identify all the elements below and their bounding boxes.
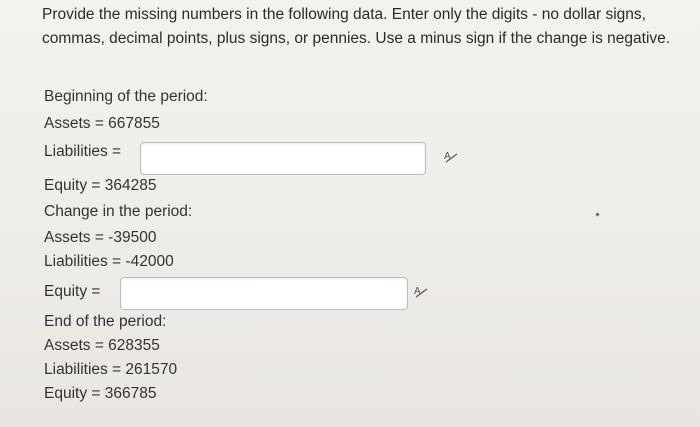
beginning-liabilities-input[interactable] <box>140 142 426 175</box>
end-assets: Assets = 628355 <box>44 337 160 354</box>
end-liabilities: Liabilities = 261570 <box>44 361 178 378</box>
change-equity-input[interactable] <box>120 277 408 310</box>
change-heading: Change in the period: <box>44 203 193 220</box>
beginning-heading: Beginning of the period: <box>44 88 208 105</box>
spellcheck-icon[interactable] <box>443 149 459 165</box>
beginning-liabilities-label: Liabilities = <box>44 143 122 160</box>
question-instructions: Provide the missing numbers in the following data. Enter only the digits - no dollar signs, commas, decimal points, plus signs, or pennies. Use a minus sign if the change is negative. <box>42 6 671 47</box>
svg-text:A: A <box>414 286 421 297</box>
svg-text:A: A <box>444 151 451 162</box>
change-equity-label: Equity = <box>44 283 101 300</box>
change-assets: Assets = -39500 <box>44 229 157 246</box>
stray-mark <box>595 212 599 216</box>
beginning-assets: Assets = 667855 <box>44 115 160 132</box>
change-liabilities: Liabilities = -42000 <box>44 253 174 270</box>
spellcheck-icon[interactable] <box>413 284 429 300</box>
end-heading: End of the period: <box>44 313 167 330</box>
end-equity: Equity = 366785 <box>44 385 157 402</box>
beginning-equity: Equity = 364285 <box>44 177 157 194</box>
